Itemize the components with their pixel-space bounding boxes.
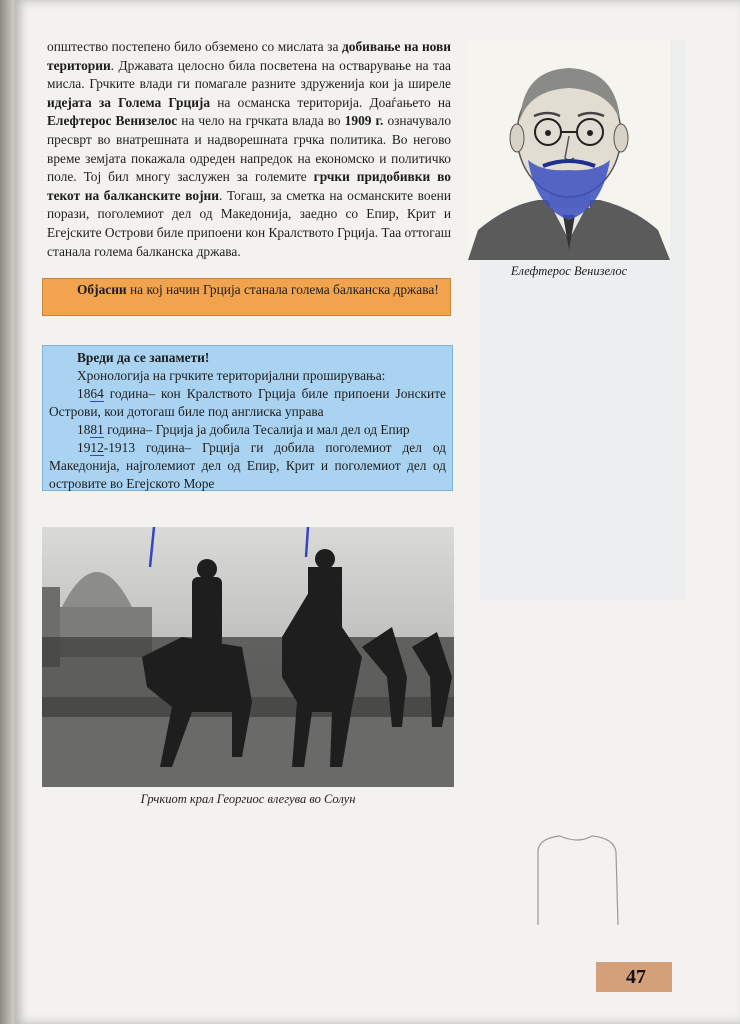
photo-caption: Грчкиот крал Георгиос влегува во Солун: [140, 792, 356, 806]
remember-intro: Хронологија на грчките територијални проширувања:: [77, 368, 386, 383]
king-entering-thessaloniki-photo: [42, 527, 454, 787]
text-run: . Тогаш, за сметка на османските воени порази, поголемиот дел од Македонија, заедно со Епир, Крит и Егејските Острови биле припоени кон Кралството Грција. Таа оттогаш станала голема балканска држава.: [47, 187, 451, 259]
pencil-sketch: [530, 830, 625, 930]
photo-drawing: [42, 527, 454, 787]
text-run: на чело на грчката влада во: [177, 113, 345, 129]
year-part: 19: [77, 440, 91, 455]
chronology-text: -1913 година– Грција ги добила поголемиот дел од Македонија, најголемиот дел од Епир, Крит и поголемиот дел од островите во Егејското Море: [49, 440, 446, 491]
text-run: означувало пресврт во внатрешната и надворешната грчка политика. Во негово време земјата покажала одреден напредок на економско и политичко поле. Тој бил многу заслужен за големите: [47, 113, 452, 185]
task-text: на кој начин Грција станала голема балканска држава!: [126, 282, 439, 297]
year-part-underlined: 81: [90, 422, 104, 437]
portrait-caption: Елефтерос Венизелос: [510, 264, 628, 278]
year-part: 18: [77, 422, 91, 437]
chronology-text: година– Грција ја добила Тесалија и мал дел од Епир: [103, 422, 410, 437]
bold-term: 1909 г.: [344, 113, 384, 129]
main-paragraph: [47, 38, 451, 261]
task-box: [42, 278, 451, 316]
bold-term: идејата за Голема Грција: [47, 94, 211, 110]
chronology-item-1912: [49, 439, 446, 493]
remember-title: Вреди да се запамети!: [77, 350, 210, 365]
year-part: 18: [77, 386, 91, 401]
text-run: општество постепено било обземено со мислата за: [47, 39, 342, 54]
year-part-underlined: 64: [90, 386, 104, 401]
chronology-item-1864: [49, 385, 446, 421]
text-run: . Државата целосно била посветена на остварување на таа мисла. Грчките влади ги помагале разните здруженија кои ја ширеле: [47, 57, 451, 92]
chronology-item-1881: [49, 421, 446, 439]
year-part-underlined: 12: [90, 440, 104, 455]
bold-term: добивање на нови територии: [47, 39, 451, 73]
task-lead: Објасни: [77, 282, 127, 297]
text-run: на османска територија. Доаѓањето на: [210, 94, 452, 110]
bold-term: Елефтерос Венизелос: [47, 113, 178, 129]
remember-box: [42, 345, 453, 491]
page-number-text: 47: [626, 965, 646, 988]
bold-term: грчки придобивки во текот на балканските војни: [47, 169, 451, 203]
page-number: [596, 962, 672, 992]
portrait-drawing: [468, 40, 670, 260]
chronology-text: година– кон Кралството Грција биле припоени Јонските Острови, кои дотогаш биле под англиска управа: [49, 386, 446, 419]
venizelos-portrait: [468, 40, 670, 260]
book-spine: [0, 0, 14, 1024]
